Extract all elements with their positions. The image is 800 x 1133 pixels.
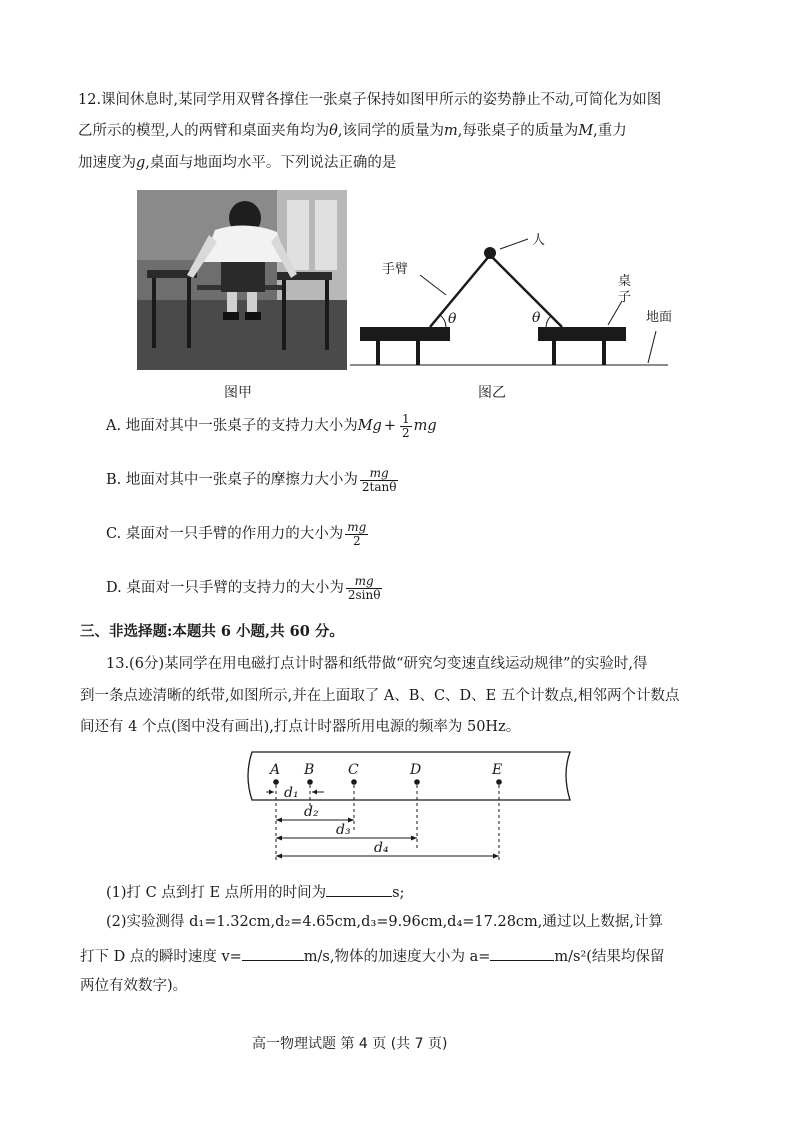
option-c	[106, 518, 370, 550]
option-c-text: C. 桌面对一只手臂的作用力的大小为	[106, 526, 344, 542]
q12-g: g	[136, 155, 146, 171]
q13-sub-2-line-2-c: m/s²(结果均保留	[554, 949, 665, 965]
q13-line-1: 13.(6分)某同学在用电磁打点计时器和纸带做“研究匀变速直线运动规律”的实验时,得	[106, 656, 648, 672]
label-table-1: 桌	[618, 274, 632, 289]
q13-sub-2-line-3: 两位有效数字)。	[80, 978, 188, 994]
right-theta: θ	[532, 310, 541, 326]
q12-line-3	[78, 153, 396, 173]
option-c-num: mg	[347, 519, 367, 534]
section-3-heading: 三、非选择题:本题共 6 小题,共 60 分。	[80, 623, 344, 640]
right-table-leg-2	[602, 341, 606, 365]
q13-sub-2-line-2	[80, 944, 664, 967]
option-d	[106, 572, 384, 604]
q12-line-3-a: 加速度为	[78, 155, 136, 171]
point-e	[496, 779, 502, 785]
point-label-b: B	[304, 762, 315, 778]
label-arm: 手臂	[382, 262, 409, 277]
option-a-expr-b: mg	[413, 418, 437, 434]
person-leader	[500, 239, 528, 249]
point-label-a: A	[270, 762, 281, 778]
left-arm	[430, 255, 490, 327]
q12-line-2-b: ,该同学的质量为	[337, 123, 444, 139]
d2-label: d₂	[304, 804, 319, 820]
point-label-c: C	[348, 762, 359, 778]
q12-M: M	[578, 123, 594, 139]
answer-blank-3[interactable]	[490, 944, 554, 961]
q12-line-2-c: ,每张桌子的质量为	[457, 123, 579, 139]
right-table-top	[538, 327, 626, 341]
option-c-fraction	[345, 521, 368, 548]
option-b	[106, 464, 400, 496]
label-table-2: 子	[618, 290, 632, 305]
right-table-leg-1	[552, 341, 556, 365]
point-label-d: D	[410, 762, 422, 778]
paper-tape-diagram	[240, 748, 580, 873]
option-d-den: 2sinθ	[347, 587, 381, 602]
q13-sub-2-line-2-a: 打下 D 点的瞬时速度 v=	[80, 949, 242, 965]
option-a-plus: +	[383, 418, 396, 434]
point-b	[307, 779, 313, 785]
q12-theta: θ	[329, 123, 338, 139]
option-d-fraction	[346, 575, 383, 602]
arm-leader	[420, 275, 446, 295]
right-arm	[490, 255, 562, 327]
q12-line-3-b: ,桌面与地面均水平。下列说法正确的是	[145, 155, 397, 171]
left-table-leg-1	[376, 341, 380, 365]
q13-sub-2-line-2-b: m/s,物体的加速度大小为 a=	[303, 949, 491, 965]
option-a-fraction	[400, 413, 412, 440]
option-b-text: B. 地面对其中一张桌子的摩擦力大小为	[106, 472, 358, 488]
option-b-num: mg	[360, 467, 399, 481]
figure-a-photo	[137, 190, 347, 370]
right-angle-arc	[546, 316, 551, 327]
left-angle-arc	[440, 315, 446, 327]
d4-label: d₄	[374, 840, 389, 856]
page-footer: 高一物理试题 第 4 页 (共 7 页)	[252, 1036, 448, 1052]
option-d-num: mg	[346, 575, 383, 589]
option-a-text: A. 地面对其中一张桌子的支持力大小为	[106, 418, 358, 434]
person-dot	[484, 247, 496, 259]
option-a-den: 2	[402, 425, 410, 440]
figure-b-diagram	[350, 225, 680, 375]
q12-line-1: 12.课间休息时,某同学用双臂各撑住一张桌子保持如图甲所示的姿势静止不动,可简化为如图	[78, 92, 662, 108]
q13-line-2: 到一条点迹清晰的纸带,如图所示,并在上面取了 A、B、C、D、E 五个计数点,相邻两个计数点	[80, 688, 680, 704]
figure-b-caption: 图乙	[478, 385, 506, 401]
point-label-e: E	[492, 762, 503, 778]
option-c-den: 2	[353, 533, 361, 548]
option-a	[106, 410, 437, 442]
option-a-num: 1	[402, 411, 410, 426]
option-b-den: 2tanθ	[361, 479, 397, 494]
left-table-top	[360, 327, 450, 341]
option-d-text: D. 桌面对一只手臂的支持力的大小为	[106, 580, 344, 596]
ground-leader	[648, 331, 656, 363]
point-a	[273, 779, 279, 785]
label-person: 人	[532, 233, 546, 248]
q13-line-3: 间还有 4 个点(图中没有画出),打点计时器所用电源的频率为 50Hz。	[80, 719, 521, 735]
d1-label: d₁	[284, 785, 299, 801]
q12-line-2	[78, 121, 627, 141]
answer-blank-2[interactable]	[242, 944, 304, 961]
d3-label: d₃	[336, 822, 351, 838]
q13-sub-2-line-1: (2)实验测得 d₁=1.32cm,d₂=4.65cm,d₃=9.96cm,d₄=17.28cm,通过以上数据,计算	[106, 914, 664, 930]
answer-blank-1[interactable]	[326, 880, 392, 897]
left-table-leg-2	[416, 341, 420, 365]
option-b-fraction	[360, 467, 399, 494]
option-a-expr-a: Mg	[357, 418, 382, 434]
label-ground: 地面	[646, 310, 673, 325]
q13-sub-1-a: (1)打 C 点到打 E 点所用的时间为	[106, 885, 327, 901]
figure-a-caption: 图甲	[224, 385, 252, 401]
q13-sub-1	[106, 880, 404, 903]
point-d	[414, 779, 420, 785]
q12-line-2-d: ,重力	[593, 123, 627, 139]
left-theta: θ	[448, 311, 457, 327]
q13-sub-1-b: s;	[392, 885, 405, 901]
q12-m: m	[443, 123, 458, 139]
q12-line-2-a: 乙所示的模型,人的两臂和桌面夹角均为	[78, 123, 330, 139]
point-c	[351, 779, 357, 785]
